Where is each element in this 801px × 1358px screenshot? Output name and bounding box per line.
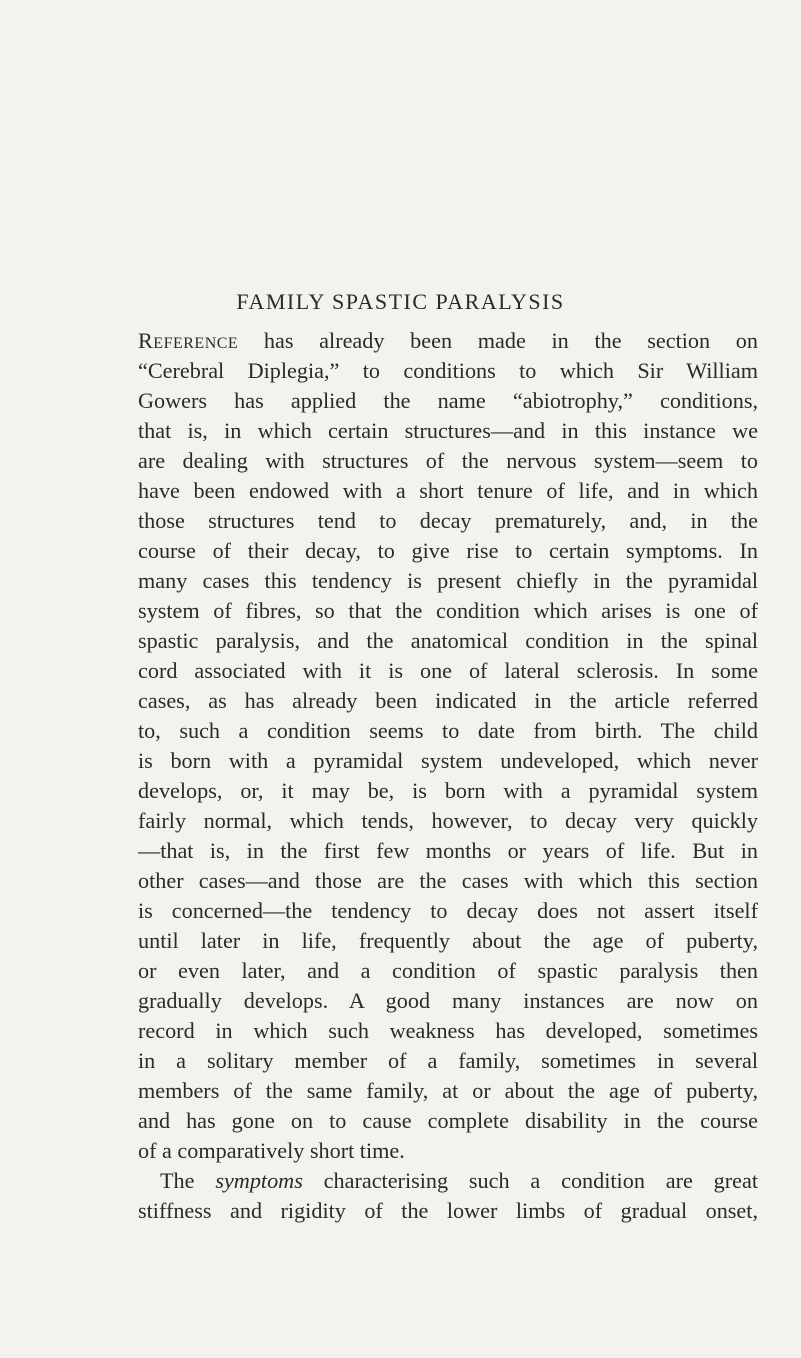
text-line: “Cerebral Diplegia,” to conditions to which Sir William — [138, 358, 758, 383]
text-line: is concerned—the tendency to decay does not assert itself — [138, 898, 758, 923]
emphasis: symptoms — [215, 1168, 303, 1193]
text-line: until later in life, frequently about the age of puberty, — [138, 928, 758, 953]
text-line: Gowers has applied the name “abiotrophy,” conditions, — [138, 388, 758, 413]
text-line: to, such a condition seems to date from birth. The child — [138, 718, 758, 743]
text-line: members of the same family, at or about the age of puberty, — [138, 1078, 758, 1103]
text-line: record in which such weakness has developed, sometimes — [138, 1018, 758, 1043]
text-line: those structures tend to decay prematurely, and, in the — [138, 508, 758, 533]
text-line: cord associated with it is one of lateral sclerosis. In some — [138, 658, 758, 683]
text-line: cases, as has already been indicated in the article referred — [138, 688, 758, 713]
drop-word: Reference — [138, 328, 239, 353]
text-line: in a solitary member of a family, sometimes in several — [138, 1048, 758, 1073]
text-line: system of fibres, so that the condition which arises is one of — [138, 598, 758, 623]
text-line: and has gone on to cause complete disability in the course — [138, 1108, 758, 1133]
text-line: of a comparatively short time. — [138, 1138, 405, 1163]
text-line: is born with a pyramidal system undeveloped, which never — [138, 748, 758, 773]
text-line: spastic paralysis, and the anatomical condition in the spinal — [138, 628, 758, 653]
text-line: have been endowed with a short tenure of life, and in which — [138, 478, 758, 503]
text-line: other cases—and those are the cases with which this section — [138, 868, 758, 893]
text-line: fairly normal, which tends, however, to decay very quickly — [138, 808, 758, 833]
text-line: or even later, and a condition of spastic paralysis then — [138, 958, 758, 983]
text-line: are dealing with structures of the nervous system—seem to — [138, 448, 758, 473]
text-line: many cases this tendency is present chiefly in the pyramidal — [138, 568, 758, 593]
text-line: gradually develops. A good many instances are now on — [138, 988, 758, 1013]
text-line: —that is, in the first few months or years of life. But in — [138, 838, 758, 863]
text-line: Reference has already been made in the section on — [138, 328, 758, 353]
chapter-title: FAMILY SPASTIC PARALYSIS — [236, 289, 565, 314]
text-line: develops, or, it may be, is born with a pyramidal system — [138, 778, 758, 803]
text-line: course of their decay, to give rise to certain symptoms. In — [138, 538, 758, 563]
text-line: that is, in which certain structures—and in this instance we — [138, 418, 758, 443]
text-line: stiffness and rigidity of the lower limbs of gradual onset, — [138, 1198, 758, 1223]
text-line: The symptoms characterising such a condition are great — [160, 1168, 758, 1193]
